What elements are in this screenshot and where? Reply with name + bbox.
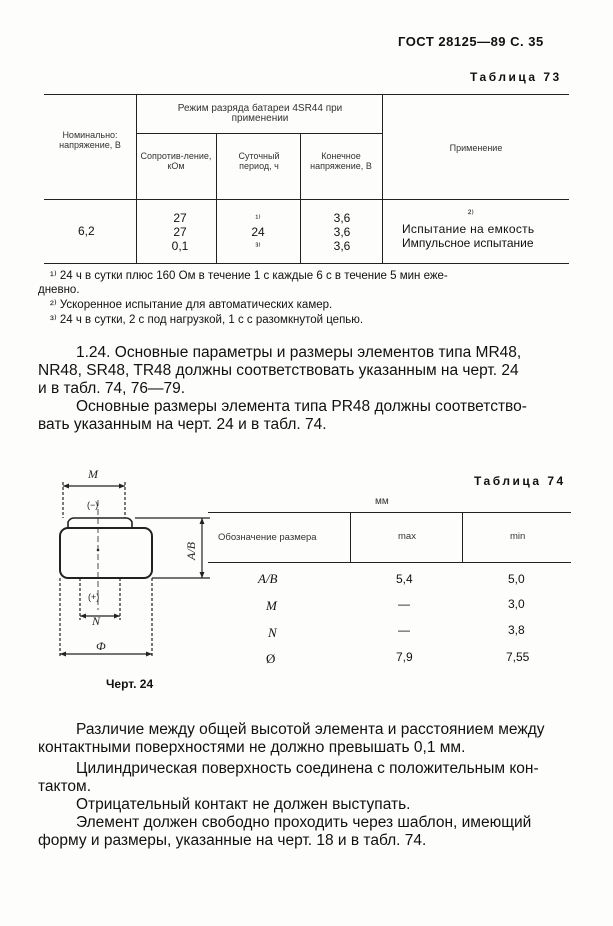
table-73-bottom-rule [44, 263, 569, 264]
t74-row-ab-min: 5,0 [508, 572, 525, 586]
table-73-col-divider [216, 133, 217, 263]
table-73-col-divider [136, 94, 137, 263]
arrowhead [63, 484, 69, 489]
t73-nominal-value: 6,2 [78, 224, 95, 238]
t73-footnote-3: ³⁾ 24 ч в сутки, 2 с под нагрузкой, 1 с с разомкнутой цепью. [50, 314, 364, 326]
para-1-24-line-3: и в табл. 74, 76—79. [38, 380, 186, 397]
para-cyl-line-1: Цилиндрическая поверхность соединена с положительным кон- [76, 760, 539, 777]
t74-row-m-min: 3,0 [508, 597, 525, 611]
label-ab: A/B [184, 542, 198, 560]
t74-row-n-symbol: N [268, 625, 277, 640]
t74-head-min: min [510, 531, 526, 542]
t74-row-ab-symbol: A/B [258, 571, 278, 586]
table-74-head-rule [208, 562, 571, 563]
t73-period-3: ³⁾ [255, 241, 261, 251]
arrowhead [119, 484, 125, 489]
t74-row-n-max: — [398, 623, 410, 637]
para-1-24-line-1: 1.24. Основные параметры и размеры элементов типа MR48, [76, 344, 522, 361]
para-negative: Отрицательный контакт не должен выступать. [76, 796, 411, 813]
cell-body [60, 528, 152, 578]
para-pr48-line-1: Основные размеры элемента типа PR48 должны соответство- [76, 398, 527, 415]
t74-row-ab-max: 5,4 [396, 572, 413, 586]
table-74-col-divider [462, 512, 463, 562]
table-73-col-divider [382, 94, 383, 263]
table-73-subhead-rule [136, 133, 382, 134]
t73-app-1: ²⁾ [468, 209, 474, 220]
t73-voltage-2: 3,6 [333, 225, 351, 239]
table-73-caption: Таблица 73 [470, 70, 562, 84]
table-74-caption: Таблица 74 [474, 474, 566, 488]
t73-res-2: 27 [173, 225, 187, 239]
label-n: N [92, 614, 101, 628]
t73-footnote-2: ²⁾ Ускоренное испытание для автоматических камер. [50, 299, 333, 311]
label-m: M [88, 467, 98, 481]
center-mark [97, 549, 100, 552]
t74-row-diameter-max: 7,9 [396, 650, 413, 664]
arrowhead [200, 572, 205, 578]
t73-head-resistance: Сопротив-ление, кОм [140, 151, 212, 171]
t74-row-n-min: 3,8 [508, 623, 525, 637]
arrowhead [114, 614, 120, 619]
table-73-top-rule [44, 94, 569, 95]
t73-head-mode-group: Режим разряда батареи 4SR44 при применении [177, 103, 343, 124]
arrowhead [60, 652, 66, 657]
para-pr48-line-2: вать указанным на черт. 24 и в табл. 74. [38, 416, 327, 433]
t74-head-designation: Обозначение размера [218, 532, 317, 543]
t73-period-1: ¹⁾ [255, 213, 261, 223]
label-minus: (−) [87, 500, 99, 510]
t74-row-m-max: — [398, 597, 410, 611]
t73-head-period: Суточный период, ч [238, 151, 280, 171]
para-diff-line-2: контактными поверхностями не должно превышать 0,1 мм. [38, 739, 466, 756]
label-plus: (+) [88, 592, 100, 602]
label-phi: Ф [96, 639, 106, 653]
t73-footnote-1: ¹⁾ 24 ч в сутки плюс 160 Ом в течение 1 с каждые 6 с в течение 5 мин еже- [50, 270, 448, 282]
negative-cap [68, 518, 132, 528]
t73-period-2: 24 [251, 225, 265, 239]
arrowhead [200, 518, 205, 524]
arrowhead [80, 614, 86, 619]
para-1-24-line-2: NR48, SR48, TR48 должны соответствовать указанным на черт. 24 [38, 362, 519, 379]
cell-drawing [40, 460, 215, 665]
t74-row-diameter-symbol: Ø [266, 651, 276, 666]
t73-res-3: 0,1 [171, 239, 189, 253]
t73-footnote-1-cont: дневно. [38, 284, 80, 296]
table-74-top-rule [208, 512, 571, 513]
t73-voltage-1: 3,6 [333, 211, 351, 225]
t73-app-3: Импульсное испытание [402, 236, 534, 250]
table-74-unit: мм [375, 496, 389, 507]
t73-app-2: Испытание на емкость [402, 222, 535, 236]
drawing-24-caption: Черт. 24 [106, 677, 154, 691]
table-73-col-divider [300, 133, 301, 263]
t74-head-max: max [398, 531, 416, 542]
t73-voltage-3: 3,6 [333, 239, 351, 253]
table-73-head-rule [44, 199, 569, 200]
arrowhead [146, 652, 152, 657]
para-diff-line-1: Различие между общей высотой элемента и расстоянием между [76, 721, 545, 738]
t73-head-application: Применение [449, 143, 503, 153]
t74-row-m-symbol: M [266, 598, 277, 613]
para-template-line-1: Элемент должен свободно проходить через шаблон, имеющий [76, 814, 532, 831]
page-header: ГОСТ 28125—89 С. 35 [398, 34, 544, 49]
t73-head-nominal: Номинально: напряжение, В [59, 130, 121, 150]
para-template-line-2: форму и размеры, указанные на черт. 18 и в табл. 74. [38, 832, 427, 849]
t74-row-diameter-min: 7,55 [506, 650, 530, 664]
para-cyl-line-2: тактом. [38, 778, 92, 795]
t73-res-1: 27 [173, 211, 187, 225]
t73-head-final-voltage: Конечное напряжение, В [310, 151, 372, 171]
table-74-col-divider [350, 512, 351, 562]
